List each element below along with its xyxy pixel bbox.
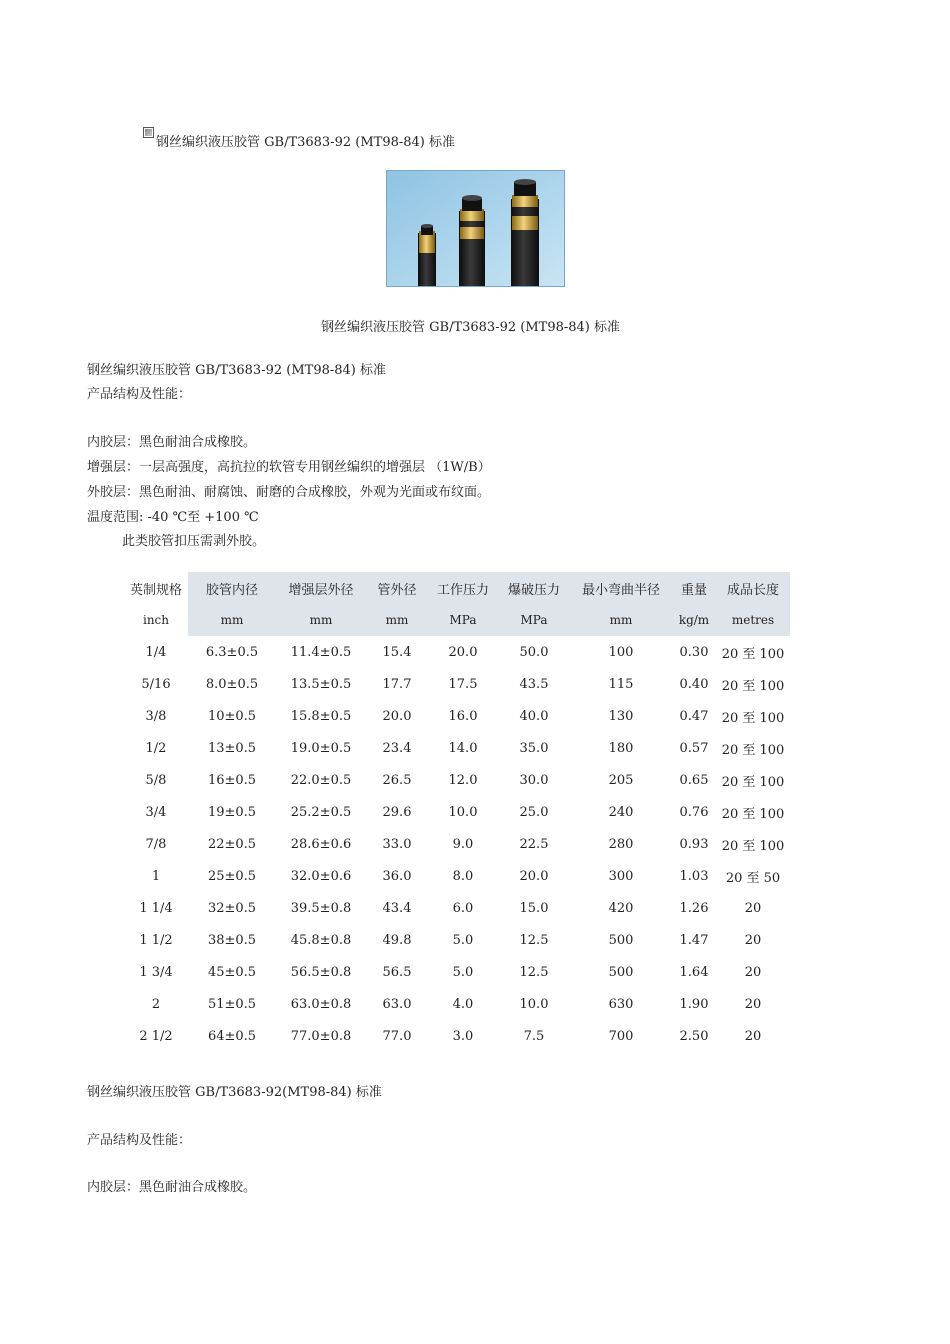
header-cell: 成品长度 [716,572,790,604]
table-row [124,860,790,892]
table-cell: 2 [151,996,161,1012]
table-cell: 13±0.5 [207,740,257,756]
unit-cell: mm [188,604,276,636]
section2-title: 钢丝编织液压胶管 GB/T3683-92(MT98-84) 标准 [87,1085,382,1100]
table-body [124,636,790,1052]
table-row [124,732,790,764]
table-cell: 0.93 [679,836,709,852]
table-cell: 32±0.5 [207,900,257,916]
table-cell: 11.4±0.5 [290,644,352,660]
table-cell: 19.0±0.5 [290,740,352,756]
table-cell: 7.5 [523,1028,545,1044]
header-cell: 工作压力 [428,572,498,604]
table-cell: 1 [151,868,161,884]
table-cell: 5.0 [452,964,474,980]
table-cell: 6.3±0.5 [205,644,259,660]
unit-cell: MPa [498,604,570,636]
table-cell: 1/4 [145,644,167,660]
table-cell: 20 至 100 [721,710,785,726]
table-cell: 0.47 [679,708,709,724]
table-row [124,636,790,668]
table-cell: 20 [744,1028,762,1044]
table-cell: 6.0 [452,900,474,916]
table-cell: 20 至 100 [721,646,785,662]
table-row [124,700,790,732]
table-cell: 20.0 [382,708,412,724]
table-row [124,892,790,924]
table-cell: 1.64 [679,964,709,980]
table-cell: 14.0 [448,740,478,756]
table-cell: 26.5 [382,772,412,788]
table-cell: 3/8 [145,708,167,724]
table-cell: 20.0 [448,644,478,660]
table-row [124,828,790,860]
spec-table [124,572,790,1052]
table-cell: 0.76 [679,804,709,820]
unit-cell: mm [366,604,428,636]
table-cell: 50.0 [519,644,549,660]
table-cell: 1 3/4 [139,964,173,980]
table-cell: 49.8 [382,932,412,948]
table-cell: 25.2±0.5 [290,804,352,820]
table-cell: 20 至 50 [725,870,781,886]
table-cell: 17.5 [448,676,478,692]
section2-inner-layer-text: 内胶层：黑色耐油合成橡胶。 [87,1180,257,1195]
table-cell: 0.30 [679,644,709,660]
table-cell: 12.5 [519,932,549,948]
table-cell: 25±0.5 [207,868,257,884]
table-cell: 33.0 [382,836,412,852]
table-cell: 25.0 [519,804,549,820]
table-cell: 20 [744,932,762,948]
unit-cell: MPa [428,604,498,636]
table-cell: 500 [608,964,634,980]
table-cell: 5/8 [145,772,167,788]
table-cell: 1.47 [679,932,709,948]
table-cell: 240 [608,804,634,820]
header-cell: 最小弯曲半径 [570,572,672,604]
table-cell: 10±0.5 [207,708,257,724]
unit-cell: mm [276,604,366,636]
table-cell: 12.5 [519,964,549,980]
hose-illustration [387,171,565,287]
table-cell: 17.7 [382,676,412,692]
table-cell: 22±0.5 [207,836,257,852]
table-cell: 40.0 [519,708,549,724]
table-cell: 20 至 100 [721,742,785,758]
table-cell: 8.0±0.5 [205,676,259,692]
table-cell: 10.0 [448,804,478,820]
table-cell: 35.0 [519,740,549,756]
table-cell: 16.0 [448,708,478,724]
table-cell: 5/16 [141,676,171,692]
table-cell: 13.5±0.5 [290,676,352,692]
header-cell: 增强层外径 [276,572,366,604]
table-cell: 300 [608,868,634,884]
table-row [124,1020,790,1052]
table-cell: 28.6±0.6 [290,836,352,852]
table-cell: 29.6 [382,804,412,820]
table-cell: 63.0 [382,996,412,1012]
unit-cell: kg/m [672,604,716,636]
header-cell: 胶管内径 [188,572,276,604]
table-cell: 43.4 [382,900,412,916]
table-cell: 22.5 [519,836,549,852]
table-cell: 20 至 100 [721,774,785,790]
table-cell: 1 1/4 [139,900,173,916]
table-cell: 23.4 [382,740,412,756]
table-row [124,956,790,988]
table-cell: 280 [608,836,634,852]
inner-layer-text: 内胶层：黑色耐油合成橡胶。 [87,435,257,450]
table-cell: 3/4 [145,804,167,820]
section1-subtitle: 产品结构及性能： [87,387,192,402]
table-cell: 15.8±0.5 [290,708,352,724]
table-cell: 63.0±0.8 [290,996,352,1012]
unit-cell: metres [716,604,790,636]
image-caption: 钢丝编织液压胶管 GB/T3683-92 (MT98-84) 标准 [321,320,621,335]
table-cell: 20 至 100 [721,806,785,822]
table-row [124,796,790,828]
table-cell: 700 [608,1028,634,1044]
table-cell: 19±0.5 [207,804,257,820]
table-cell: 30.0 [519,772,549,788]
header-cell: 重量 [672,572,716,604]
table-cell: 51±0.5 [207,996,257,1012]
table-cell: 1.03 [679,868,709,884]
section1-title: 钢丝编织液压胶管 GB/T3683-92 (MT98-84) 标准 [87,363,387,378]
table-cell: 3.0 [452,1028,474,1044]
table-cell: 9.0 [452,836,474,852]
table-cell: 7/8 [145,836,167,852]
header-cell: 爆破压力 [498,572,570,604]
header-cell: 管外径 [366,572,428,604]
header-title: 钢丝编织液压胶管 GB/T3683-92 (MT98-84) 标准 [156,135,456,150]
table-header-row [124,572,790,604]
table-cell: 20 至 100 [721,678,785,694]
temperature-range-text: 温度范围: -40 ℃至 +100 ℃ [87,510,259,525]
header-cell: 英制规格 [124,572,188,604]
table-cell: 0.65 [679,772,709,788]
table-cell: 1.26 [679,900,709,916]
table-row [124,988,790,1020]
table-cell: 1.90 [679,996,709,1012]
table-cell: 20 至 100 [721,838,785,854]
table-cell: 32.0±0.6 [290,868,352,884]
table-row [124,924,790,956]
table-cell: 20.0 [519,868,549,884]
table-cell: 45±0.5 [207,964,257,980]
table-cell: 64±0.5 [207,1028,257,1044]
table-cell: 630 [608,996,634,1012]
table-unit-row [124,604,790,636]
table-cell: 115 [608,676,634,692]
table-cell: 20 [744,964,762,980]
table-cell: 205 [608,772,634,788]
table-cell: 16±0.5 [207,772,257,788]
table-cell: 5.0 [452,932,474,948]
table-cell: 500 [608,932,634,948]
table-cell: 1/2 [145,740,167,756]
table-cell: 22.0±0.5 [290,772,352,788]
table-cell: 8.0 [452,868,474,884]
unit-cell: mm [570,604,672,636]
table-cell: 15.0 [519,900,549,916]
unit-cell: inch [124,604,188,636]
table-cell: 0.57 [679,740,709,756]
table-cell: 0.40 [679,676,709,692]
table-row [124,764,790,796]
table-cell: 2.50 [679,1028,709,1044]
document-icon [143,127,154,138]
table-cell: 180 [608,740,634,756]
crimp-note-text: 此类胶管扣压需剥外胶。 [122,534,266,549]
table-cell: 4.0 [452,996,474,1012]
table-cell: 2 1/2 [139,1028,173,1044]
table-cell: 420 [608,900,634,916]
table-cell: 45.8±0.8 [290,932,352,948]
section2-subtitle: 产品结构及性能： [87,1133,192,1148]
table-cell: 38±0.5 [207,932,257,948]
outer-layer-text: 外胶层：黑色耐油、耐腐蚀、耐磨的合成橡胶，外观为光面或布纹面。 [87,485,491,500]
table-cell: 77.0±0.8 [290,1028,352,1044]
table-cell: 77.0 [382,1028,412,1044]
hose-product-photo [386,170,565,287]
table-cell: 56.5±0.8 [290,964,352,980]
table-cell: 100 [608,644,634,660]
table-cell: 56.5 [382,964,412,980]
reinforcement-layer-text: 增强层：一层高强度，高抗拉的软管专用钢丝编织的增强层 （1W/B） [87,460,491,475]
table-cell: 36.0 [382,868,412,884]
table-cell: 12.0 [448,772,478,788]
table-cell: 39.5±0.8 [290,900,352,916]
table-cell: 10.0 [519,996,549,1012]
table-cell: 43.5 [519,676,549,692]
table-cell: 20 [744,996,762,1012]
table-cell: 15.4 [382,644,412,660]
table-row [124,668,790,700]
table-cell: 20 [744,900,762,916]
table-cell: 130 [608,708,634,724]
table-cell: 1 1/2 [139,932,173,948]
